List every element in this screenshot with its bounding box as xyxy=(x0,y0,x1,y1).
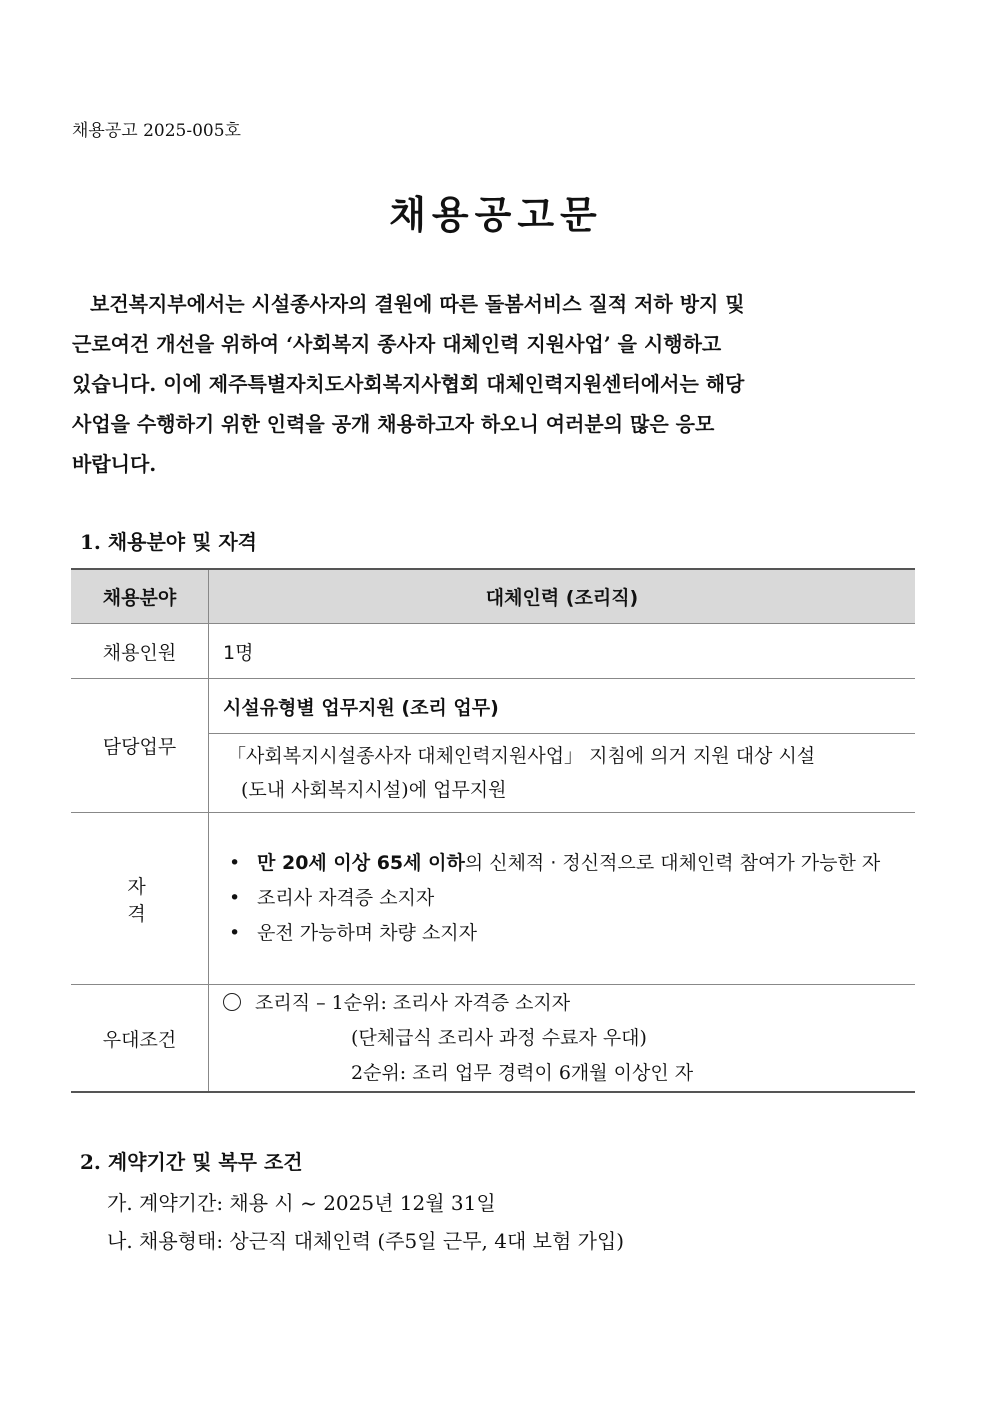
age-requirement: 만 20세 이상 65세 이하 xyxy=(257,852,465,874)
count-value: 1명 xyxy=(209,624,916,679)
section-2-heading: 2. 계약기간 및 복무 조건 xyxy=(80,1150,303,1174)
intro-line: 있습니다. 이에 제주특별자치도사회복지사협회 대체인력지원센터에서는 해당 xyxy=(72,372,745,396)
qualification-label: 자격 xyxy=(71,813,209,985)
preference-line: 2순위: 조리 업무 경력이 6개월 이상인 자 xyxy=(351,1061,694,1084)
contract-period: 가. 계약기간: 채용 시 ~ 2025년 12월 31일 xyxy=(107,1191,496,1215)
duty-label: 담당업무 xyxy=(71,679,209,813)
field-value: 대체인력 (조리직) xyxy=(209,569,916,624)
page-title: 채용공고문 xyxy=(389,193,603,237)
circle-bullet-icon xyxy=(223,993,241,1011)
duty-desc-line: 「사회복지시설종사자 대체인력지원사업」 지침에 의거 지원 대상 시설 xyxy=(227,745,816,767)
table-row xyxy=(71,813,915,985)
qualification-text: 의 신체적 · 정신적으로 대체인력 참여가 가능한 자 xyxy=(464,852,881,874)
qualification-list xyxy=(223,846,915,951)
table-row xyxy=(71,985,915,1093)
duty-title: 시설유형별 업무지원 (조리 업무) xyxy=(209,679,916,734)
field-label: 채용분야 xyxy=(71,569,209,624)
intro-line: 근로여건 개선을 위하여 ‘사회복지 종사자 대체인력 지원사업’ 을 시행하고 xyxy=(72,332,722,356)
preference-label: 우대조건 xyxy=(71,985,209,1093)
preference-cell xyxy=(209,985,916,1093)
list-item: • 운전 가능하며 차량 소지자 xyxy=(227,916,915,951)
section-1-heading: 1. 채용분야 및 자격 xyxy=(80,530,258,554)
intro-line: 보건복지부에서는 시설종사자의 결원에 따른 돌봄서비스 질적 저하 방지 및 xyxy=(90,292,745,316)
qualification-list-cell xyxy=(209,813,916,985)
preference-line xyxy=(223,986,915,1021)
intro-line: 사업을 수행하기 위한 인력을 공개 채용하고자 하오니 여러분의 많은 응모 xyxy=(72,412,715,436)
contract-terms xyxy=(107,1184,624,1260)
employment-type: 나. 채용형태: 상근직 대체인력 (주5일 근무, 4대 보험 가입) xyxy=(107,1229,625,1253)
list-item xyxy=(227,846,915,881)
table-header-row xyxy=(71,569,915,624)
recruitment-table xyxy=(71,568,915,1093)
count-label: 채용인원 xyxy=(71,624,209,679)
preference-line: (단체급식 조리사 과정 수료자 우대) xyxy=(351,1026,647,1049)
duty-desc-line: (도내 사회복지시설)에 업무지원 xyxy=(241,779,507,801)
table-row xyxy=(71,624,915,679)
duty-description xyxy=(209,734,916,813)
preference-text: 조리직 – 1순위: 조리사 자격증 소지자 xyxy=(255,991,571,1014)
table-row xyxy=(71,679,915,734)
intro-line: 바랍니다. xyxy=(72,452,157,476)
notice-number: 채용공고 2025-005호 xyxy=(72,121,241,141)
intro-paragraph xyxy=(72,284,917,484)
list-item: • 조리사 자격증 소지자 xyxy=(227,881,915,916)
